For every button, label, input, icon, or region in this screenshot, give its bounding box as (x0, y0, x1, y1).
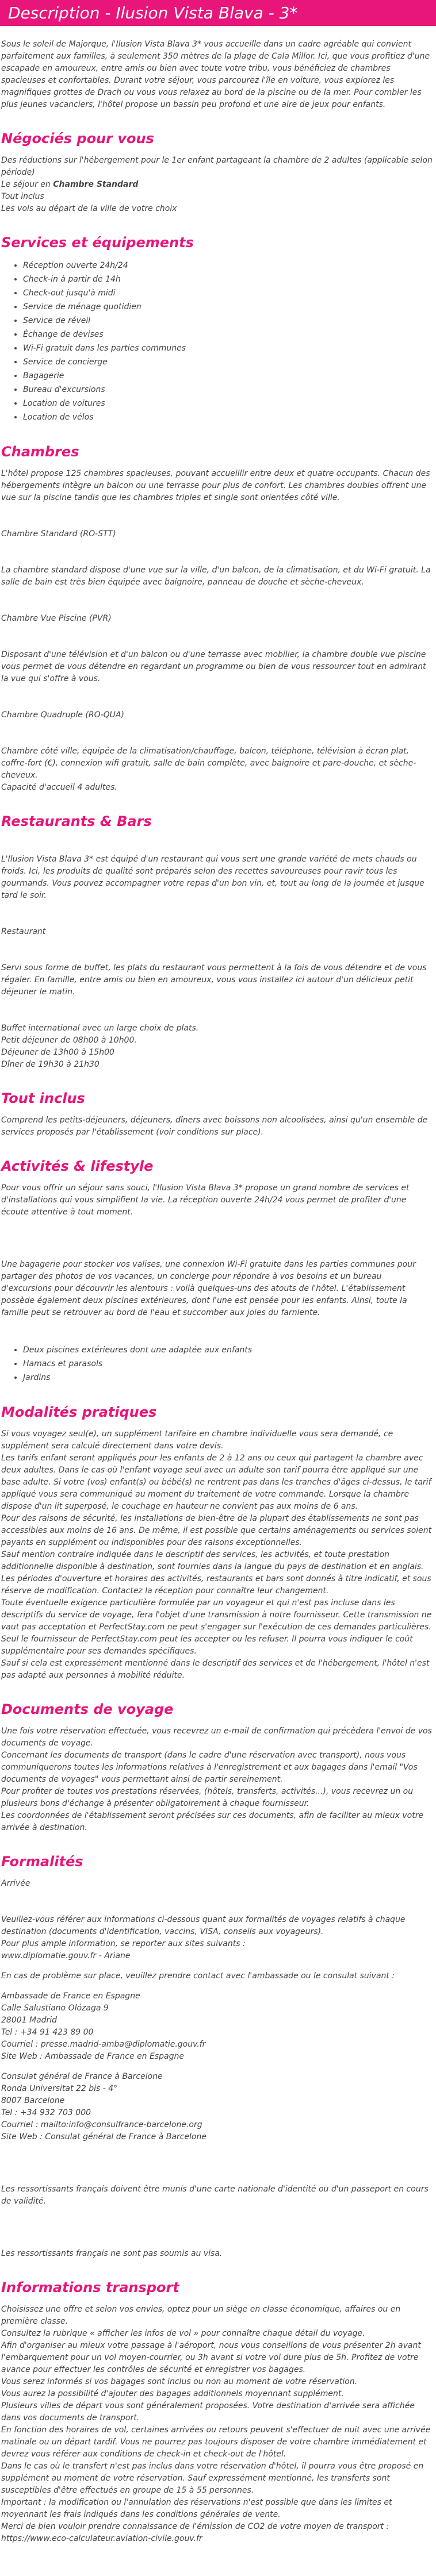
activites-p2: Une bagagerie pour stocker vos valises, une connexion Wi-Fi gratuite dans les parties communes pour partager des photos de vos vacances, un concierge pour répondre à vos besoins et un bureau d'excursions pour découvrir les alentours : voilà quelques-uns des atouts de l'hôtel. L'établissement possède également deux piscines extérieures, dont l'une est pensée pour les enfants. Ainsi, toute la famille peut se retrouver au bord de l'eau et succomber aux joies du farniente. (1, 1260, 416, 1317)
list-item: • Service de réveil (23, 314, 434, 328)
negocies-line1: Des réductions sur l'hébergement pour le 1er enfant partageant la chambre de 2 adultes (applicable selon période) (1, 156, 433, 177)
negocies-line2-bold: Chambre Standard (53, 180, 139, 189)
hours-dinner: Dîner de 19h30 à 21h30 (1, 1060, 100, 1069)
heading-transport: Informations transport (1, 2279, 179, 2296)
list-item: • Réception ouverte 24h/24 (23, 259, 434, 272)
list-item: • Bagagerie (23, 369, 434, 383)
chambre-quadruple-desc: Chambre côté ville, équipée de la climatisation/chauffage, balcon, téléphone, télévision à écran plat, coffre-fort (€), connexion wifi gratuit, salle de bain complète, avec baignoire et pare-douche, et sèche-cheveux. (1, 747, 416, 780)
formalites-consulat: Consulat général de France à Barcelone Ronda Universitat 22 bis - 4° 8007 Barcelone Tel : +34 932 703 000 Courriel : mailto:info@consulfrance-barcelone.org Site Web : Consulat général de France à Barcelone (1, 2072, 206, 2141)
chambre-quadruple-block (1, 745, 434, 794)
list-item: • Bureau d'excursions (23, 383, 434, 397)
restaurants-intro: L'Ilusion Vista Blava 3* est équipé d'un restaurant qui vous sert une grande variété de mets chauds ou froids. Ici, les produits de qualité sont préparés selon des recettes savoureuses pour ravir tous les gourmands. Vous pouvez accompagner votre repas d'un bon vin, et, tout au long de la journée et jusque tard le soir. (1, 855, 424, 900)
chambre-standard-desc: La chambre standard dispose d'une vue sur la ville, d'un balcon, de la climatisation, et du Wi-Fi gratuit. La salle de bain est très bien équipée avec baignoire, panneau de douche et sèche-cheveux. (1, 566, 431, 587)
chambres-intro: L'hôtel propose 125 chambres spacieuses, pouvant accueillir entre deux et quatre occupants. Chacun des hébergements intègre un balcon ou une terrasse pour plus de confort. Les chambres doubles offrent une vue sur la piscine tandis que les chambres triples et single sont orientées côté ville. (1, 469, 430, 502)
list-item: • Service de concierge (23, 355, 434, 369)
chambre-quadruple-title: Chambre Quadruple (RO-QUA) (1, 710, 124, 720)
services-list (1, 259, 434, 424)
formalites-visa: Veuillez-vous référer aux informations ci-dessous quant aux formalités de voyages relatifs à chaque destination (documents d'identification, vaccins, VISA, conseils aux voyageurs). Pour plus ample information, se reporter aux sites suivants : www.diplomatie.gouv.fr - Ariane (1, 1915, 406, 1960)
heading-modalites: Modalités pratiques (1, 1404, 157, 1420)
negocies-line2-prefix: Le séjour en (1, 180, 53, 189)
negocies-block (1, 155, 434, 215)
hours-breakfast: Petit déjeuner de 08h00 à 10h00. (1, 1036, 137, 1045)
intro-text: Sous le soleil de Majorque, l'Ilusion Vista Blava 3* vous accueille dans un cadre agréable qui convient parfaitement aux familles, à seulement 350 mètres de la plage de Cala Millor. Ici, que vous profitiez d'une escapade en amoureux, entre amis ou bien avec toute votre tribu, vous bénéficiez de chambres spacieuses et confortables. Durant votre séjour, vous parcourez l'île en voiture, vous explorez les magnifiques grottes de Drach ou vous vous relaxez au bord de la piscine ou de la mer. Pour combler les plus jeunes vacanciers, l'hôtel propose un bassin peu profond et une aire de jeux pour enfants. (1, 40, 430, 109)
transport-text: Choisissez une offre et selon vos envies, optez pour un siège en classe économique, affaires ou en première classe. Consultez la rubrique « afficher les infos de vol » pour connaître chaque détail du voyage. Afin d'organiser au mieux votre passage à l'aéroport, nous vous conseillons de vous présenter 2h avant l'embarquement pour un vol moyen-courrier, ou 3h avant si votre vol dure plus de 5h. Profitez de votre avance pour effectuer les contrôles de sécurité et enregistrer vos bagages. Vous serez informés si vos bagages sont inclus ou non au moment de votre réservation. Vous aurez la possibilité d'ajouter des bagages additionnels moyennant supplément. Plusieurs villes de départ vous sont généralement proposées. Votre destination d'arrivée sera affichée dans vos documents de transport. En fonction des horaires de vol, certaines arrivées ou retours peuvent s'effectuer de nuit avec une arrivée matinale ou un départ tardif. Vous ne pourrez pas toujours disposer de votre chambre immédiatement et devrez vous référer aux conditions de check-in et check-out de l'hôtel. Dans le cas où le transfert n'est pas inclus dans votre réservation d'hôtel, il pourra vous être proposé en supplément au moment de votre réservation. Sauf expressément mentionné, les transferts sont susceptibles d'être effectués en groupe de 15 à 55 personnes. Important : la modification ou l'annulation des réservations n'est possible que dans les limites et moyennant les frais indiqués dans les conditions générales de vente. Merci de bien vouloir prendre connaissance de l'émission de CO2 de votre moyen de transport : https://www.eco-calculateur.aviation-civile.gouv.fr (1, 2305, 431, 2543)
list-item: • Service de ménage quotidien (23, 300, 434, 314)
documents-text: Une fois votre réservation effectuée, vous recevrez un e-mail de confirmation qui précèdera l'envoi de vos documents de voyage. Concernant les documents de transport (dans le cadre d'une réservation avec transport), nous vous communiquerons toutes les informations relatives à l'enregistrement et aux bagages dans l'email "Vos documents de voyages" vous permettant ainsi de partir sereinement. Pour profiter de toutes vos prestations réservées, (hôtels, transferts, activités...), vous recevrez un ou plusieurs bons d'échange à présenter obligatoirement à chaque fournisseur. Les coordonnées de l'établissement seront précisées sur ces documents, afin de faciliter au mieux votre arrivée à destination. (1, 1727, 432, 1832)
buffet-title: Buffet international avec un large choix de plats. (1, 1024, 199, 1033)
chambre-quadruple-cap: Capacité d'accueil 4 adultes. (1, 783, 117, 792)
list-item: • Échange de devises (23, 328, 434, 341)
formalites-arrivee: Arrivée (1, 1879, 30, 1888)
tout-inclus-text: Comprend les petits-déjeuners, déjeuners, dîners avec boissons non alcoolisées, ainsi qu'un ensemble de services proposés par l'établissement (voir conditions sur place). (1, 1116, 428, 1137)
list-item: • Jardins (23, 1371, 434, 1385)
chambre-standard-title: Chambre Standard (RO-STT) (1, 529, 116, 539)
restaurant-title: Restaurant (1, 927, 46, 936)
chambre-piscine-title: Chambre Vue Piscine (PVR) (1, 614, 112, 623)
list-item: • Hamacs et parasols (23, 1357, 434, 1371)
list-item: • Location de voitures (23, 397, 434, 410)
content (0, 39, 434, 2545)
heading-restaurants: Restaurants & Bars (1, 813, 152, 829)
heading-formalites: Formalités (1, 1854, 83, 1870)
activites-list (1, 1343, 434, 1385)
list-item: • Check-out jusqu'à midi (23, 286, 434, 300)
chambre-piscine-desc: Disposant d'une télévision et d'un balcon ou d'une terrasse avec mobilier, la chambre double vue piscine vous permet de vous détendre en regardant un programme ou bien de vous ressourcer tout en admirant la vue qui s'offre à vous. (1, 650, 426, 683)
list-item: • Deux piscines extérieures dont une adaptée aux enfants (23, 1343, 434, 1357)
formalites-visa-note: Les ressortissants français ne sont pas soumis au visa. (1, 2249, 223, 2258)
restaurant-desc: Servi sous forme de buffet, les plats du restaurant vous permettent à la fois de vous détendre et de vous régaler. En famille, entre amis ou bien en amoureux, vous vous installez ici autour d'un délicieux petit déjeuner le matin. (1, 963, 427, 997)
hours-lunch: Déjeuner de 13h00 à 15h00 (1, 1048, 114, 1057)
heading-services: Services et équipements (1, 234, 194, 251)
restaurant-hours (1, 1022, 434, 1071)
list-item: • Check-in à partir de 14h (23, 272, 434, 286)
heading-negocies: Négociés pour vous (1, 130, 154, 147)
heading-activites: Activités & lifestyle (1, 1158, 154, 1174)
list-item: • Wi-Fi gratuit dans les parties communes (23, 341, 434, 355)
heading-documents: Documents de voyage (1, 1701, 174, 1717)
heading-chambres: Chambres (1, 444, 79, 460)
formalites-ambassade: Ambassade de France en Espagne Calle Salustiano Olózaga 9 28001 Madrid Tel : +34 91 423 89 00 Courriel : presse.madrid-amba@diplomatie.gouv.fr Site Web : Ambassade de France en Espagne (1, 1991, 206, 2061)
activites-p1: Pour vous offrir un séjour sans souci, l'Ilusion Vista Blava 3* propose un grand nombre de services et d'installations qui vous simplifient la vie. La réception ouverte 24h/24 vous permet de profiter d'une écoute attentive à tout moment. (1, 1183, 410, 1217)
negocies-line4: Les vols au départ de la ville de votre choix (1, 204, 177, 213)
negocies-line3: Tout inclus (1, 192, 44, 201)
formalites-carte: Les ressortissants français doivent être munis d'une carte nationale d'identité ou d'un passeport en cours de validité. (1, 2185, 429, 2206)
formalites-probleme: En cas de problème sur place, veuillez prendre contact avec l'ambassade ou le consulat suivant : (1, 1971, 395, 1981)
page-title: Description - Ilusion Vista Blava - 3* (0, 0, 436, 26)
modalites-text: Si vous voyagez seul(e), un supplément tarifaire en chambre individuelle vous sera demandé, ce supplément sera calculé directement dans votre devis. Les tarifs enfant seront appliqués pour les enfants de 2 à 12 ans ou ceux qui partagent la chambre avec deux adultes. Dans le cas où l'enfant voyage seul avec un adulte son tarif pourra être appliqué sur une base adulte. Si votre (vos) enfant(s) ou bébé(s) ne rentrent pas dans les tranches d'âges ci-dessus, le tarif appliqué vous sera communiqué au moment du traitement de votre commande. Lorsque la chambre dispose d'un lit superposé, le couchage en hauteur ne convient pas aux moins de 6 ans. Pour des raisons de sécurité, les installations de bien-être de la plupart des établissements ne sont pas accessibles aux moins de 16 ans. De même, il est possible que certains aménagements ou services soient payants en supplément ou indisponibles pour des raisons exceptionnelles. Sauf mention contraire indiquée dans le descriptif des services, les activités, et toute prestation additionnelle disponible à destination, sont fournies dans la langue du pays de destination et en anglais. Les périodes d'ouverture et horaires des activités, restaurants et bars sont donnés à titre indicatif, et sous réserve de modification. Contactez la réception pour connaître leur changement. Toute éventuelle exigence particulière formulée par un voyageur et qui n'est pas incluse dans les descriptifs du service de voyage, fera l'objet d'une transmission à notre fournisseur. Cette transmission ne vaut pas acceptation et PerfectStay.com ne peut s'engager sur l'exécution de ces demandes particulières. Seul le fournisseur de PerfectStay.com peut les accepter ou les refuser. Il pourra vous indiquer le coût supplémentaire pour ses demandes spécifiques. Sauf si cela est expressément mentionné dans le descriptif des services et de l'hébergement, l'hôtel n'est pas adapté aux personnes à mobilité réduite. (1, 1429, 432, 1680)
list-item: • Location de vélos (23, 410, 434, 424)
heading-tout-inclus: Tout inclus (1, 1090, 85, 1106)
